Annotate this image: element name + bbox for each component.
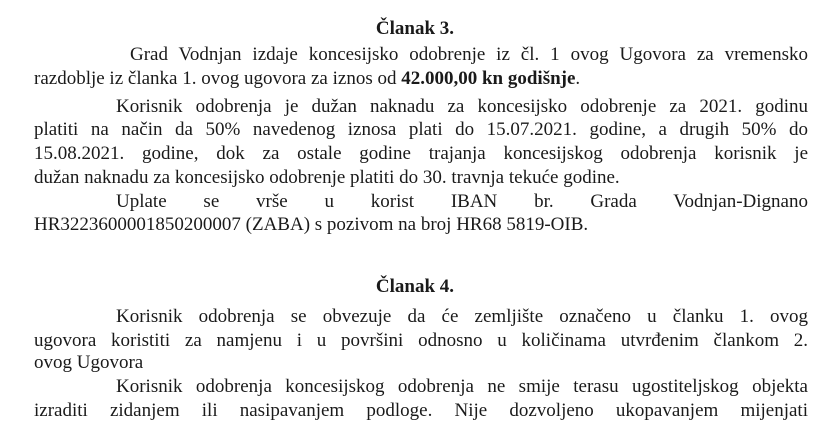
article-3-para-3-line-1: Uplate se vrše u korist IBAN br. Grada Vodnjan-Dignano	[116, 191, 808, 212]
article-4-heading: Članak 4.	[375, 276, 455, 297]
article-4-para-1-line-1: Korisnik odobrenja se obvezuje da će zemljište označeno u članku 1. ovog	[116, 306, 808, 327]
article-3-para-2-line-3: 15.08.2021. godine, dok za ostale godine trajanja koncesijskog odobrenja korisnik je	[34, 143, 808, 164]
article-4-para-1-line-3: ovog Ugovora	[34, 352, 144, 373]
amount-bold: 42.000,00 kn godišnje	[401, 68, 576, 89]
article-3-para-2-line-1: Korisnik odobrenja je dužan naknadu za koncesijsko odobrenje za 2021. godinu	[116, 96, 808, 117]
article-4-para-1-line-2: ugovora koristiti za namjenu i u površini odnosno u količinama utvrđenim člankom 2.	[34, 330, 808, 351]
article-3-para-1-line-1: Grad Vodnjan izdaje koncesijsko odobrenje iz čl. 1 ovog Ugovora za vremensko	[130, 44, 808, 65]
article-3-para-3-line-2: HR3223600001850200007 (ZABA) s pozivom na broj HR68 5819-OIB.	[34, 214, 589, 235]
article-3-para-2-line-4: dužan naknadu za koncesijsko odobrenje platiti do 30. travnja tekuće godine.	[34, 167, 620, 188]
article-4-para-2-line-1: Korisnik odobrenja koncesijskog odobrenja ne smije terasu ugostiteljskog objekta	[116, 376, 808, 397]
article-3-heading: Članak 3.	[375, 18, 455, 39]
article-3-para-1-line-2: razdoblje iz članka 1. ovog ugovora za iznos od 42.000,00 kn godišnje.	[34, 68, 581, 89]
article-3-para-2-line-2: platiti na način da 50% navedenog iznosa plati do 15.07.2021. godine, a drugih 50% do	[34, 119, 808, 140]
article-4-para-2-line-2: izraditi zidanjem ili nasipavanjem podloge. Nije dozvoljeno ukopavanjem mijenjati	[34, 400, 808, 421]
